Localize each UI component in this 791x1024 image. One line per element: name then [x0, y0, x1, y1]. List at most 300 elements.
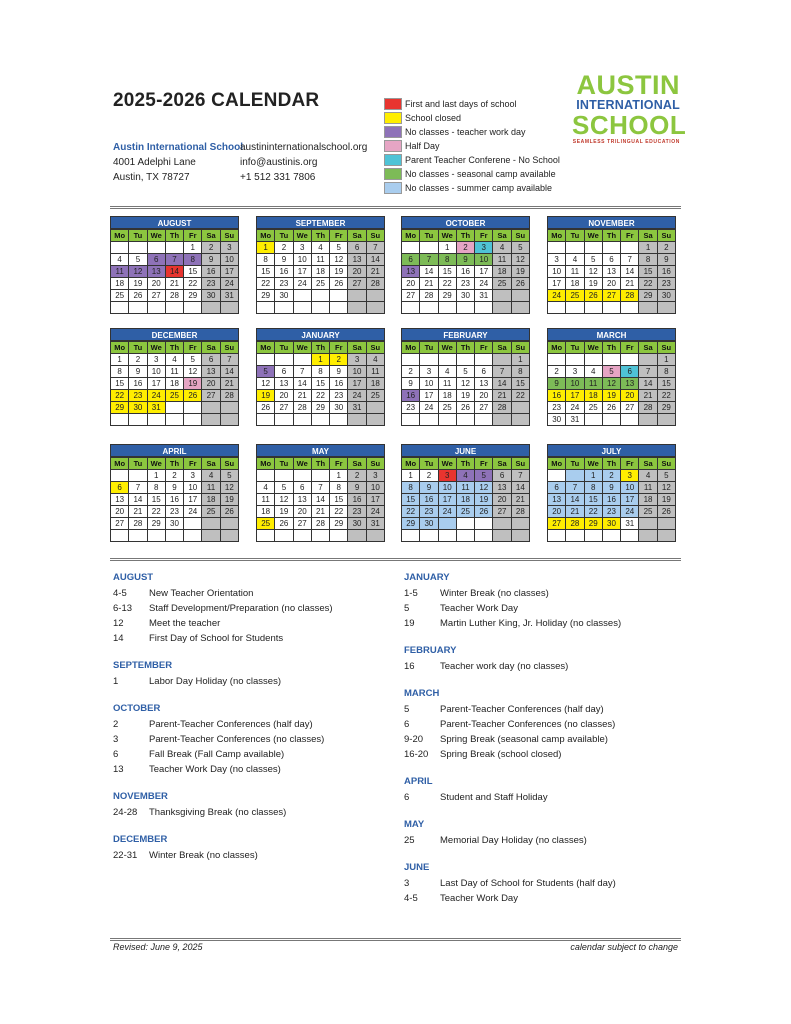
day-cell: 11: [438, 378, 456, 390]
empty-day-cell: [456, 414, 474, 426]
events-list-left: [113, 572, 383, 877]
day-cell: 21: [165, 278, 183, 290]
day-cell: 3: [147, 354, 165, 366]
day-cell: 1: [111, 354, 129, 366]
day-cell: 14: [639, 378, 657, 390]
day-cell: 11: [202, 482, 220, 494]
legend-swatch: [384, 126, 402, 138]
day-cell: 7: [129, 482, 147, 494]
weekday-header: Th: [165, 342, 183, 354]
day-cell: 6: [293, 482, 311, 494]
event-description: Teacher Work Day (no classes): [149, 764, 281, 775]
empty-day-cell: [493, 354, 511, 366]
month-header: APRIL: [110, 444, 239, 457]
weekday-header: Fr: [475, 342, 493, 354]
empty-day-cell: [202, 414, 220, 426]
day-cell: 30: [348, 518, 366, 530]
event-row: [113, 805, 383, 820]
day-cell: 3: [621, 470, 639, 482]
day-cell: 22: [402, 506, 420, 518]
empty-day-cell: [475, 302, 493, 314]
day-cell: 8: [584, 482, 602, 494]
day-cell: 13: [348, 254, 366, 266]
day-cell: 1: [184, 242, 202, 254]
day-cell: 22: [639, 278, 657, 290]
day-cell: 12: [456, 378, 474, 390]
day-cell: 31: [220, 290, 238, 302]
day-cell: 7: [311, 482, 329, 494]
day-cell: 13: [275, 378, 293, 390]
event-row: [404, 717, 684, 732]
day-cell: 19: [330, 266, 348, 278]
day-cell: 21: [566, 506, 584, 518]
day-cell: 7: [639, 366, 657, 378]
empty-day-cell: [420, 242, 438, 254]
weekday-header: Su: [220, 230, 238, 242]
weekday-header: Tu: [420, 230, 438, 242]
empty-day-cell: [184, 402, 202, 414]
event-row: [404, 702, 684, 717]
empty-day-cell: [566, 242, 584, 254]
empty-day-cell: [420, 530, 438, 542]
day-cell: 9: [420, 482, 438, 494]
event-group: [113, 572, 383, 646]
day-cell: 10: [566, 378, 584, 390]
month-calendar-november: [547, 216, 676, 314]
weekday-header: Fr: [184, 230, 202, 242]
day-cell: 2: [348, 470, 366, 482]
day-cell: 19: [184, 378, 202, 390]
day-cell: 16: [348, 494, 366, 506]
day-cell: 10: [348, 366, 366, 378]
day-cell: 5: [220, 470, 238, 482]
day-cell: 13: [548, 494, 566, 506]
day-cell: 7: [165, 254, 183, 266]
empty-day-cell: [202, 518, 220, 530]
day-cell: 21: [621, 278, 639, 290]
day-cell: 19: [275, 506, 293, 518]
event-description: Memorial Day Holiday (no classes): [440, 835, 587, 846]
day-cell: 11: [566, 266, 584, 278]
day-cell: 15: [330, 494, 348, 506]
day-cell: 23: [330, 390, 348, 402]
event-description: Spring Break (school closed): [440, 749, 562, 760]
day-cell: 24: [621, 506, 639, 518]
empty-day-cell: [420, 302, 438, 314]
day-cell: 11: [456, 482, 474, 494]
day-cell: 24: [220, 278, 238, 290]
day-cell: 31: [475, 290, 493, 302]
day-cell: 1: [402, 470, 420, 482]
website-link[interactable]: austininternationalschool.org: [240, 142, 368, 153]
weekday-header: We: [293, 458, 311, 470]
weekday-header: We: [293, 230, 311, 242]
day-cell: 4: [311, 242, 329, 254]
legend-item: [384, 111, 560, 125]
empty-day-cell: [602, 242, 620, 254]
weekday-header: Th: [165, 230, 183, 242]
day-cell: 9: [275, 254, 293, 266]
day-cell: 3: [475, 242, 493, 254]
event-row: [404, 732, 684, 747]
empty-day-cell: [293, 530, 311, 542]
empty-day-cell: [366, 530, 384, 542]
legend-item: [384, 167, 560, 181]
day-cell: 4: [584, 366, 602, 378]
day-cell: 20: [621, 390, 639, 402]
day-cell: 14: [293, 378, 311, 390]
day-cell: 14: [165, 266, 183, 278]
day-cell: 30: [602, 518, 620, 530]
empty-day-cell: [220, 518, 238, 530]
day-cell: 1: [311, 354, 329, 366]
day-cell: 18: [366, 378, 384, 390]
legend-item: [384, 125, 560, 139]
day-cell: 15: [639, 266, 657, 278]
legend-label: No classes - teacher work day: [405, 127, 526, 137]
event-description: Winter Break (no classes): [440, 588, 549, 599]
empty-day-cell: [475, 414, 493, 426]
event-description: Teacher Work Day: [440, 603, 518, 614]
day-cell: 7: [220, 354, 238, 366]
event-month-heading: FEBRUARY: [404, 645, 457, 656]
day-cell: 24: [548, 290, 566, 302]
day-cell: 8: [257, 254, 275, 266]
day-cell: 27: [548, 518, 566, 530]
weekday-header: Fr: [330, 342, 348, 354]
day-cell: 4: [493, 242, 511, 254]
empty-day-cell: [602, 530, 620, 542]
event-row: [404, 616, 684, 631]
weekday-header: Mo: [402, 342, 420, 354]
empty-day-cell: [548, 530, 566, 542]
empty-day-cell: [311, 530, 329, 542]
school-address-block: [113, 140, 243, 185]
empty-day-cell: [220, 402, 238, 414]
day-cell: 25: [584, 402, 602, 414]
day-cell: 12: [220, 482, 238, 494]
empty-day-cell: [348, 302, 366, 314]
event-row: [113, 747, 383, 762]
day-cell: 30: [165, 518, 183, 530]
day-cell: 3: [420, 366, 438, 378]
empty-day-cell: [584, 242, 602, 254]
day-cell: 9: [348, 482, 366, 494]
day-cell: 24: [420, 402, 438, 414]
day-cell: 28: [165, 290, 183, 302]
day-cell: 8: [184, 254, 202, 266]
day-cell: 15: [511, 378, 529, 390]
day-cell: 26: [275, 518, 293, 530]
event-description: Last Day of School for Students (half day): [440, 878, 616, 889]
event-date: 1: [113, 676, 119, 687]
empty-day-cell: [330, 290, 348, 302]
day-cell: 2: [129, 354, 147, 366]
day-cell: 26: [257, 402, 275, 414]
empty-day-cell: [165, 530, 183, 542]
event-date: 24-28: [113, 807, 138, 818]
day-cell: 27: [111, 518, 129, 530]
day-cell: 30: [275, 290, 293, 302]
weekday-header: Sa: [639, 458, 657, 470]
day-cell: 5: [129, 254, 147, 266]
day-cell: 29: [438, 290, 456, 302]
day-cell: 4: [202, 470, 220, 482]
day-cell: 24: [147, 390, 165, 402]
empty-day-cell: [402, 530, 420, 542]
day-cell: 11: [165, 366, 183, 378]
event-row: [113, 631, 383, 646]
empty-day-cell: [330, 302, 348, 314]
weekday-header: Mo: [548, 458, 566, 470]
day-cell: 9: [129, 366, 147, 378]
day-cell: 31: [621, 518, 639, 530]
day-cell: 19: [129, 278, 147, 290]
empty-day-cell: [293, 302, 311, 314]
weekday-header: Su: [511, 458, 529, 470]
day-cell: 28: [621, 290, 639, 302]
day-cell: 26: [330, 278, 348, 290]
day-cell: 30: [202, 290, 220, 302]
empty-day-cell: [420, 354, 438, 366]
weekday-header: Tu: [275, 458, 293, 470]
day-cell: 1: [511, 354, 529, 366]
day-cell: 20: [147, 278, 165, 290]
revised-date: Revised: June 9, 2025: [113, 942, 203, 952]
month-calendar-april: [110, 444, 239, 542]
empty-day-cell: [129, 242, 147, 254]
day-cell: 9: [456, 254, 474, 266]
empty-day-cell: [257, 302, 275, 314]
weekday-header: Tu: [129, 458, 147, 470]
day-cell: 22: [584, 506, 602, 518]
empty-day-cell: [621, 242, 639, 254]
empty-day-cell: [293, 290, 311, 302]
day-cell: 2: [165, 470, 183, 482]
day-cell: 10: [147, 366, 165, 378]
legend-swatch: [384, 168, 402, 180]
weekday-header: Mo: [548, 230, 566, 242]
empty-day-cell: [584, 414, 602, 426]
event-row: [113, 848, 383, 863]
day-cell: 25: [493, 278, 511, 290]
address-line-1: 4001 Adelphi Lane: [113, 157, 196, 168]
weekday-header: Sa: [493, 458, 511, 470]
weekday-header: We: [438, 458, 456, 470]
day-cell: 30: [548, 414, 566, 426]
event-group: [404, 776, 684, 805]
day-cell: 15: [402, 494, 420, 506]
legend-item: [384, 181, 560, 195]
day-cell: 5: [330, 242, 348, 254]
day-cell: 12: [257, 378, 275, 390]
legend-swatch: [384, 112, 402, 124]
day-cell: 7: [566, 482, 584, 494]
empty-day-cell: [348, 414, 366, 426]
day-cell: 9: [402, 378, 420, 390]
day-cell: 4: [257, 482, 275, 494]
day-cell: 16: [402, 390, 420, 402]
day-cell: 21: [511, 494, 529, 506]
event-month-heading: OCTOBER: [113, 703, 161, 714]
day-cell: 23: [165, 506, 183, 518]
day-cell: 15: [657, 378, 675, 390]
email-link[interactable]: info@austinis.org: [240, 157, 318, 168]
day-cell: 5: [257, 366, 275, 378]
day-cell: 24: [566, 402, 584, 414]
day-cell: 12: [330, 254, 348, 266]
month-header: MARCH: [547, 328, 676, 341]
event-description: Winter Break (no classes): [149, 850, 258, 861]
day-cell: 3: [548, 254, 566, 266]
empty-day-cell: [184, 518, 202, 530]
day-cell: 25: [566, 290, 584, 302]
legend-swatch: [384, 140, 402, 152]
legend-swatch: [384, 154, 402, 166]
day-cell: 12: [475, 482, 493, 494]
day-cell: 5: [456, 366, 474, 378]
day-cell: 17: [548, 278, 566, 290]
empty-day-cell: [402, 242, 420, 254]
event-date: 16: [404, 661, 415, 672]
weekday-header: Th: [165, 458, 183, 470]
empty-day-cell: [584, 354, 602, 366]
month-calendar-march: [547, 328, 676, 426]
weekday-header: Fr: [475, 230, 493, 242]
day-cell: 17: [420, 390, 438, 402]
day-cell: 10: [366, 482, 384, 494]
month-calendar-january: [256, 328, 385, 426]
day-cell: 20: [111, 506, 129, 518]
day-cell: 1: [330, 470, 348, 482]
weekday-header: Th: [456, 230, 474, 242]
event-month-heading: AUGUST: [113, 572, 154, 583]
empty-day-cell: [602, 302, 620, 314]
empty-day-cell: [220, 414, 238, 426]
day-cell: 22: [311, 390, 329, 402]
logo-line-austin: AUSTIN: [576, 70, 680, 100]
weekday-header: We: [438, 230, 456, 242]
weekday-header: We: [584, 458, 602, 470]
day-cell: 3: [220, 242, 238, 254]
weekday-header: We: [147, 230, 165, 242]
weekday-header: Sa: [348, 458, 366, 470]
logo-tagline: SEAMLESS TRILINGUAL EDUCATION: [572, 139, 680, 145]
school-contact-block: [240, 140, 367, 185]
weekday-header: Su: [366, 230, 384, 242]
day-cell: 29: [147, 518, 165, 530]
empty-day-cell: [621, 414, 639, 426]
day-cell: 4: [456, 470, 474, 482]
day-cell: 5: [602, 366, 620, 378]
day-cell: 9: [657, 254, 675, 266]
day-cell: 26: [602, 402, 620, 414]
weekday-header: Fr: [330, 230, 348, 242]
day-cell: 29: [184, 290, 202, 302]
weekday-header: Th: [311, 458, 329, 470]
day-cell: 2: [402, 366, 420, 378]
day-cell: 20: [475, 390, 493, 402]
day-cell: 22: [111, 390, 129, 402]
day-cell: 15: [584, 494, 602, 506]
day-cell: 27: [493, 506, 511, 518]
day-cell: 18: [493, 266, 511, 278]
empty-day-cell: [129, 530, 147, 542]
day-cell: 4: [566, 254, 584, 266]
day-cell: 7: [621, 254, 639, 266]
weekday-header: Tu: [420, 342, 438, 354]
empty-day-cell: [438, 302, 456, 314]
empty-day-cell: [165, 402, 183, 414]
weekday-header: Fr: [184, 342, 202, 354]
day-cell: 13: [293, 494, 311, 506]
day-cell: 12: [602, 378, 620, 390]
day-cell: 16: [202, 266, 220, 278]
day-cell: 26: [456, 402, 474, 414]
day-cell: 25: [257, 518, 275, 530]
day-cell: 16: [165, 494, 183, 506]
event-description: New Teacher Orientation: [149, 588, 254, 599]
day-cell: 4: [366, 354, 384, 366]
weekday-header: Sa: [202, 342, 220, 354]
event-row: [404, 747, 684, 762]
day-cell: 26: [584, 290, 602, 302]
day-cell: 13: [493, 482, 511, 494]
day-cell: 24: [438, 506, 456, 518]
day-cell: 16: [420, 494, 438, 506]
day-cell: 9: [165, 482, 183, 494]
weekday-header: Th: [602, 230, 620, 242]
day-cell: 28: [220, 390, 238, 402]
empty-day-cell: [202, 402, 220, 414]
day-cell: 21: [366, 266, 384, 278]
weekday-header: Tu: [275, 342, 293, 354]
event-description: First Day of School for Students: [149, 633, 284, 644]
color-legend: [384, 97, 560, 195]
day-cell: 20: [402, 278, 420, 290]
day-cell: 29: [639, 290, 657, 302]
event-description: Parent-Teacher Conferences (half day): [149, 719, 313, 730]
weekday-header: Th: [311, 230, 329, 242]
day-cell: 19: [220, 494, 238, 506]
empty-day-cell: [147, 414, 165, 426]
day-cell: 19: [657, 494, 675, 506]
event-date: 6-13: [113, 603, 133, 614]
day-cell: 1: [639, 242, 657, 254]
day-cell: 28: [293, 402, 311, 414]
day-cell: 18: [584, 390, 602, 402]
event-date: 22-31: [113, 850, 138, 861]
day-cell: 8: [511, 366, 529, 378]
day-cell: 14: [420, 266, 438, 278]
empty-day-cell: [548, 242, 566, 254]
event-description: Fall Break (Fall Camp available): [149, 749, 285, 760]
day-cell: 23: [129, 390, 147, 402]
day-cell: 25: [366, 390, 384, 402]
empty-day-cell: [584, 530, 602, 542]
event-date: 5: [404, 704, 410, 715]
month-calendar-august: [110, 216, 239, 314]
day-cell: 2: [330, 354, 348, 366]
weekday-header: Tu: [129, 342, 147, 354]
empty-day-cell: [493, 414, 511, 426]
empty-day-cell: [330, 414, 348, 426]
weekday-header: Su: [220, 342, 238, 354]
empty-day-cell: [438, 354, 456, 366]
empty-day-cell: [602, 354, 620, 366]
month-calendar-december: [110, 328, 239, 426]
change-note: calendar subject to change: [570, 942, 678, 952]
